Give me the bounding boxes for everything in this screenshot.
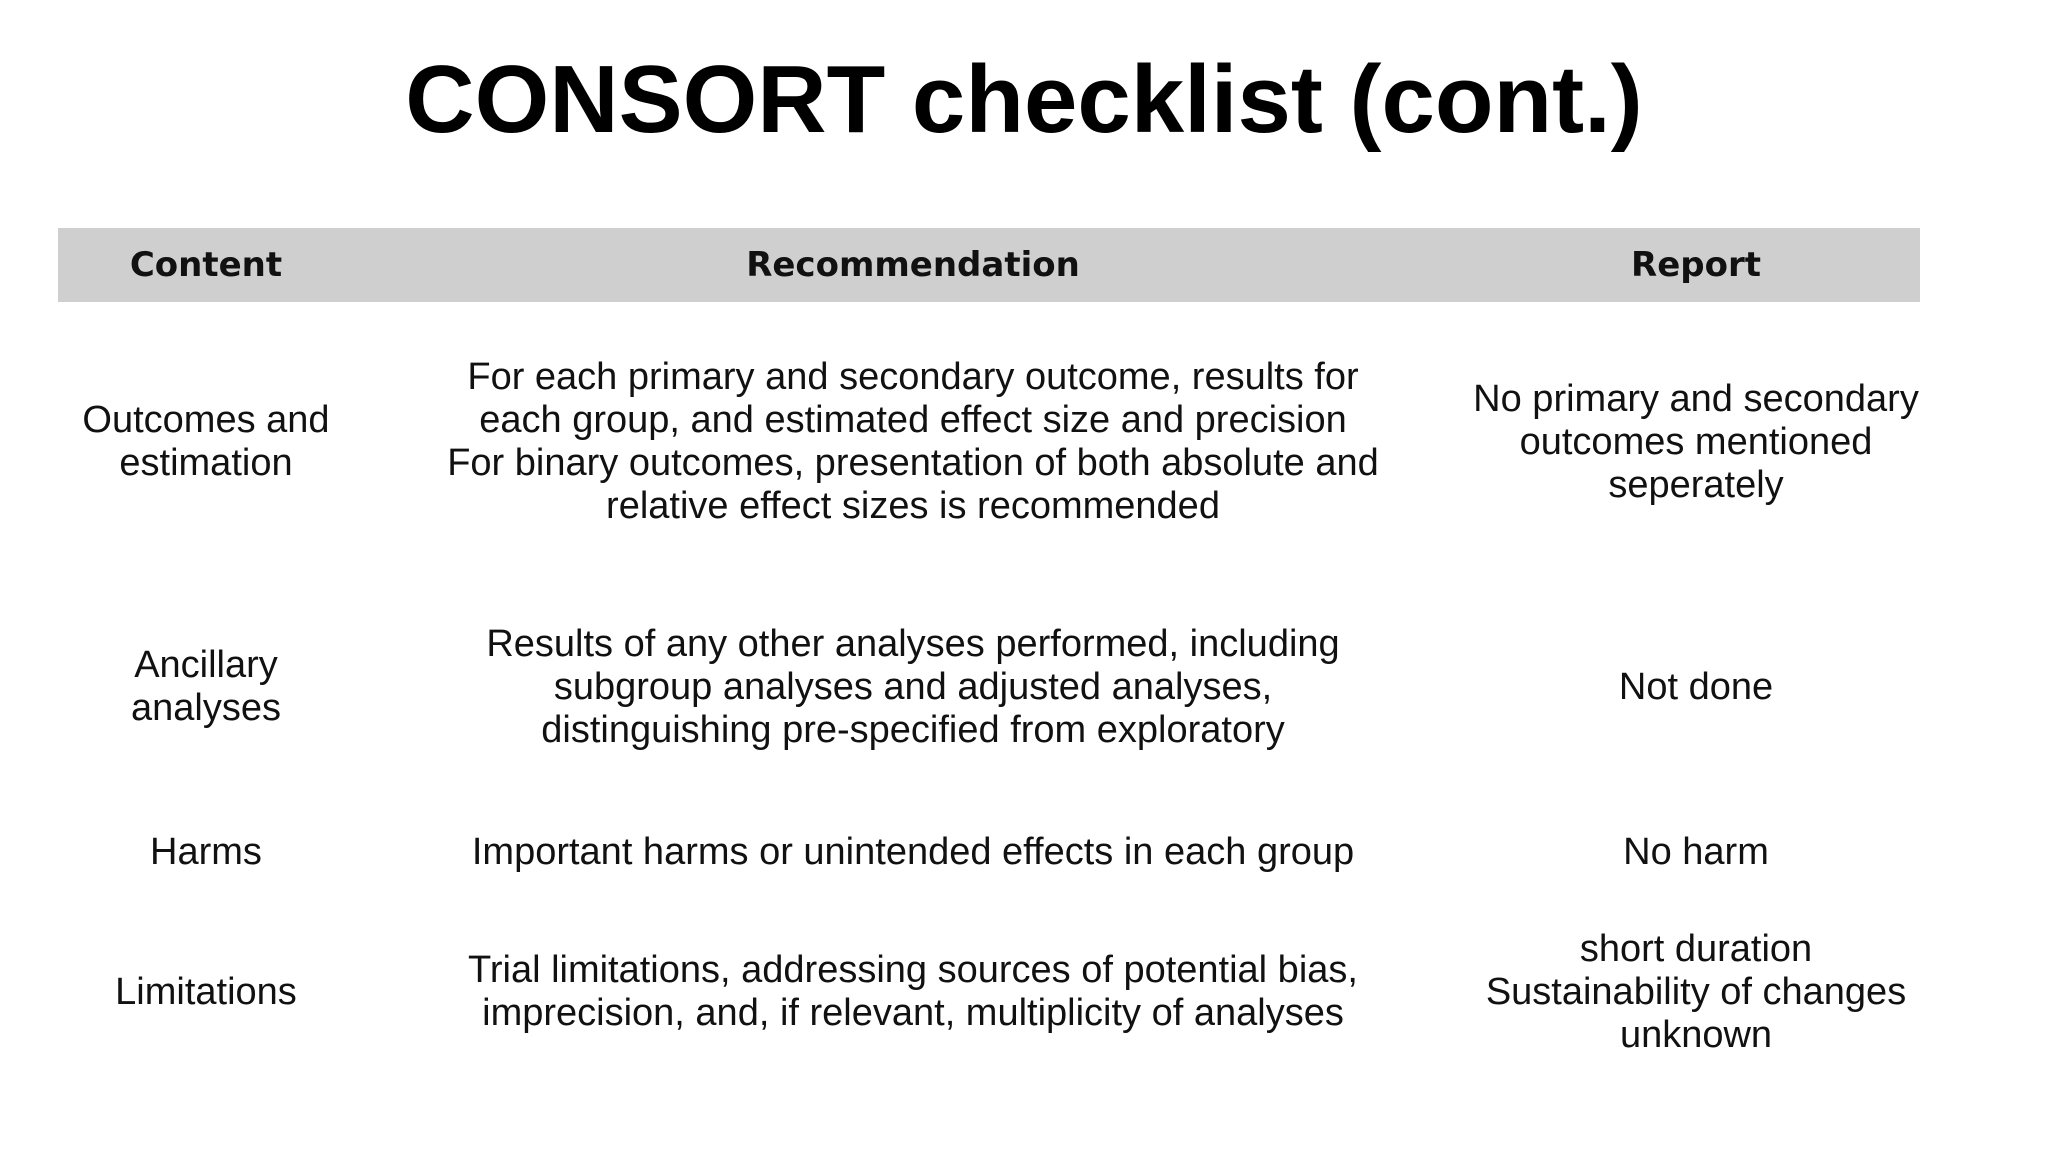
table-row bbox=[58, 912, 1920, 1072]
content-cell: Harms bbox=[150, 830, 262, 873]
recommendation-cell: For each primary and secondary outcome, results for each group, and estimated effect size and precision For binary outcomes, presentation of both absolute and relative effect sizes is recommended bbox=[447, 356, 1379, 527]
report-cell: short duration Sustainability of changes unknown bbox=[1485, 927, 1907, 1056]
table-header-row bbox=[58, 228, 1920, 302]
table-row bbox=[58, 302, 1920, 582]
recommendation-cell: Trial limitations, addressing sources of potential bias, imprecision, and, if relevant, multiplicity of analyses bbox=[468, 949, 1358, 1034]
report-cell: No primary and secondary outcomes mentioned seperately bbox=[1473, 377, 1919, 506]
content-cell: Limitations bbox=[115, 970, 297, 1013]
page-title: CONSORT checklist (cont.) bbox=[405, 46, 1643, 153]
recommendation-cell: Important harms or unintended effects in each group bbox=[471, 830, 1355, 873]
content-cell: Outcomes and estimation bbox=[82, 399, 330, 484]
report-cell: No harm bbox=[1623, 830, 1769, 873]
recommendation-cell: Results of any other analyses performed, including subgroup analyses and adjusted analyses, distinguishing pre-specified from exploratory bbox=[486, 622, 1340, 751]
column-header-recommendation: Recommendation bbox=[354, 228, 1472, 302]
table-row bbox=[58, 792, 1920, 912]
report-cell: Not done bbox=[1618, 665, 1774, 708]
column-header-content: Content bbox=[58, 228, 354, 302]
consort-checklist-table bbox=[58, 228, 1920, 1072]
table-row bbox=[58, 582, 1920, 792]
column-header-report: Report bbox=[1472, 228, 1920, 302]
content-cell: Ancillary analyses bbox=[131, 644, 281, 729]
